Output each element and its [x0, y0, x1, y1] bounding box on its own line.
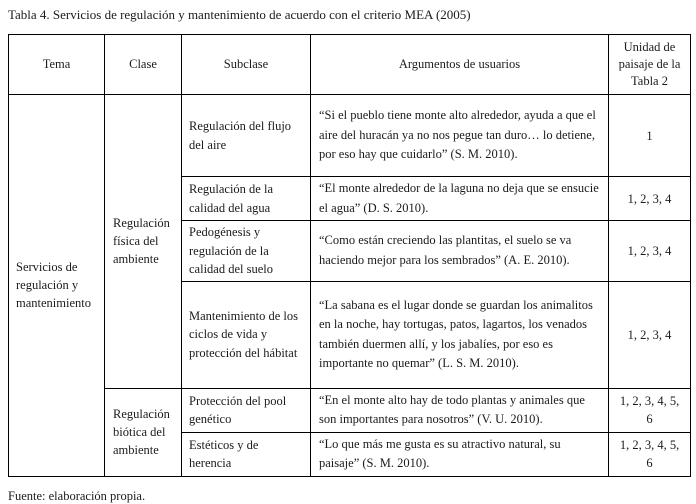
cell-subclase: Regulación del flujo del aire: [182, 95, 311, 177]
cell-unidad: 1, 2, 3, 4: [609, 281, 691, 388]
cell-tema: Servicios de regulación y mantenimiento: [9, 95, 105, 477]
col-header-subclase: Subclase: [182, 35, 311, 95]
cell-subclase: Estéticos y de herencia: [182, 432, 311, 476]
cell-argumento: “Lo que más me gusta es su atractivo natural, su paisaje” (S. M. 2010).: [311, 432, 609, 476]
col-header-tema: Tema: [9, 35, 105, 95]
table-caption: Tabla 4. Servicios de regulación y mantenimiento de acuerdo con el criterio MEA (2005): [8, 7, 471, 22]
table-row: [9, 95, 691, 177]
source-note: Fuente: elaboración propia.: [8, 488, 146, 503]
header-row: [9, 35, 691, 95]
table-row: [9, 388, 691, 432]
cell-unidad: 1, 2, 3, 4, 5, 6: [609, 388, 691, 432]
cell-argumento: “Como están creciendo las plantitas, el suelo se va haciendo mejor para los sembrados” (A. E. 2010).: [311, 221, 609, 282]
cell-clase-fisica: Regulación física del ambiente: [105, 95, 182, 389]
cell-subclase: Protección del pool genético: [182, 388, 311, 432]
cell-subclase: Regulación de la calidad del agua: [182, 177, 311, 221]
cell-unidad: 1, 2, 3, 4: [609, 177, 691, 221]
col-header-unidad: Unidad de paisaje de la Tabla 2: [609, 35, 691, 95]
cell-argumento: “El monte alrededor de la laguna no deja que se ensucie el agua” (D. S. 2010).: [311, 177, 609, 221]
col-header-argumentos: Argumentos de usuarios: [311, 35, 609, 95]
cell-unidad: 1, 2, 3, 4, 5, 6: [609, 432, 691, 476]
cell-subclase: Mantenimiento de los ciclos de vida y protección del hábitat: [182, 281, 311, 388]
col-header-clase: Clase: [105, 35, 182, 95]
cell-clase-biotica: Regulación biótica del ambiente: [105, 388, 182, 476]
cell-argumento: “En el monte alto hay de todo plantas y animales que son importantes para nosotros” (V. U. 2010).: [311, 388, 609, 432]
cell-argumento: “La sabana es el lugar donde se guardan los animalitos en la noche, hay tortugas, patos, lagartos, los venados también duermen allí, y los jabalíes, por eso es importante no quemar” (L. S. M. 2010).: [311, 281, 609, 388]
cell-unidad: 1: [609, 95, 691, 177]
regulation-services-table: [8, 34, 691, 477]
cell-unidad: 1, 2, 3, 4: [609, 221, 691, 282]
cell-argumento: “Si el pueblo tiene monte alto alrededor, ayuda a que el aire del huracán ya no nos pegue tan duro… lo detiene, por eso hay que cuidarlo” (S. M. 2010).: [311, 95, 609, 177]
cell-subclase: Pedogénesis y regulación de la calidad del suelo: [182, 221, 311, 282]
